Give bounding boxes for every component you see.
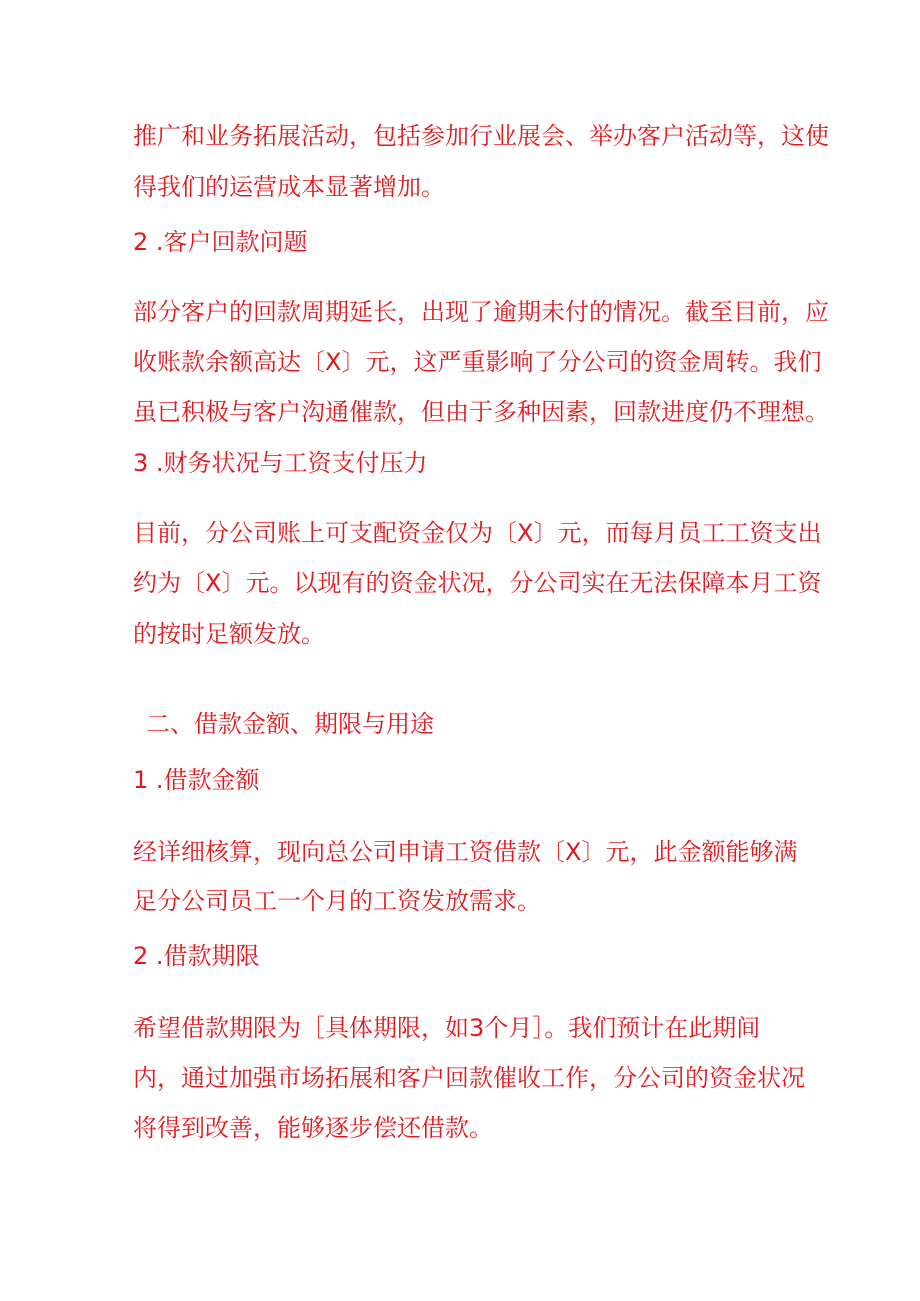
paragraph-line: 将得到改善，能够逐步偿还借款。 — [133, 1114, 493, 1142]
paragraph-line: 得我们的运营成本显著增加。 — [133, 173, 445, 201]
paragraph-line: 虽已积极与客户沟通催款，但由于多种因素，回款进度仍不理想。 — [133, 398, 829, 426]
paragraph-line: 经详细核算，现向总公司申请工资借款〔X〕元，此金额能够满 — [133, 838, 798, 866]
paragraph-line: 约为〔X〕元。以现有的资金状况，分公司实在无法保障本月工资 — [133, 569, 822, 597]
paragraph-line: 收账款余额高达〔X〕元，这严重影响了分公司的资金周转。我们 — [133, 348, 822, 376]
subsection-heading: 2 .客户回款问题 — [133, 228, 308, 256]
subsection-heading: 3 .财务状况与工资支付压力 — [133, 449, 428, 477]
subsection-heading: 2 .借款期限 — [133, 942, 260, 970]
paragraph-line: 的按时足额发放。 — [133, 620, 325, 648]
paragraph-line: 部分客户的回款周期延长，出现了逾期未付的情况。截至目前，应 — [133, 298, 829, 326]
section-heading: 二、借款金额、期限与用途 — [146, 710, 434, 738]
subsection-heading: 1 .借款金额 — [133, 766, 260, 794]
paragraph-line: 推广和业务拓展活动，包括参加行业展会、举办客户活动等，这使 — [133, 122, 829, 150]
paragraph-line: 希望借款期限为［具体期限，如3个月］。我们预计在此期间 — [133, 1014, 761, 1042]
paragraph-line: 目前，分公司账上可支配资金仅为〔X〕元，而每月员工工资支出 — [133, 519, 822, 547]
paragraph-line: 内，通过加强市场拓展和客户回款催收工作，分公司的资金状况 — [133, 1064, 805, 1092]
paragraph-line: 足分公司员工一个月的工资发放需求。 — [133, 887, 541, 915]
